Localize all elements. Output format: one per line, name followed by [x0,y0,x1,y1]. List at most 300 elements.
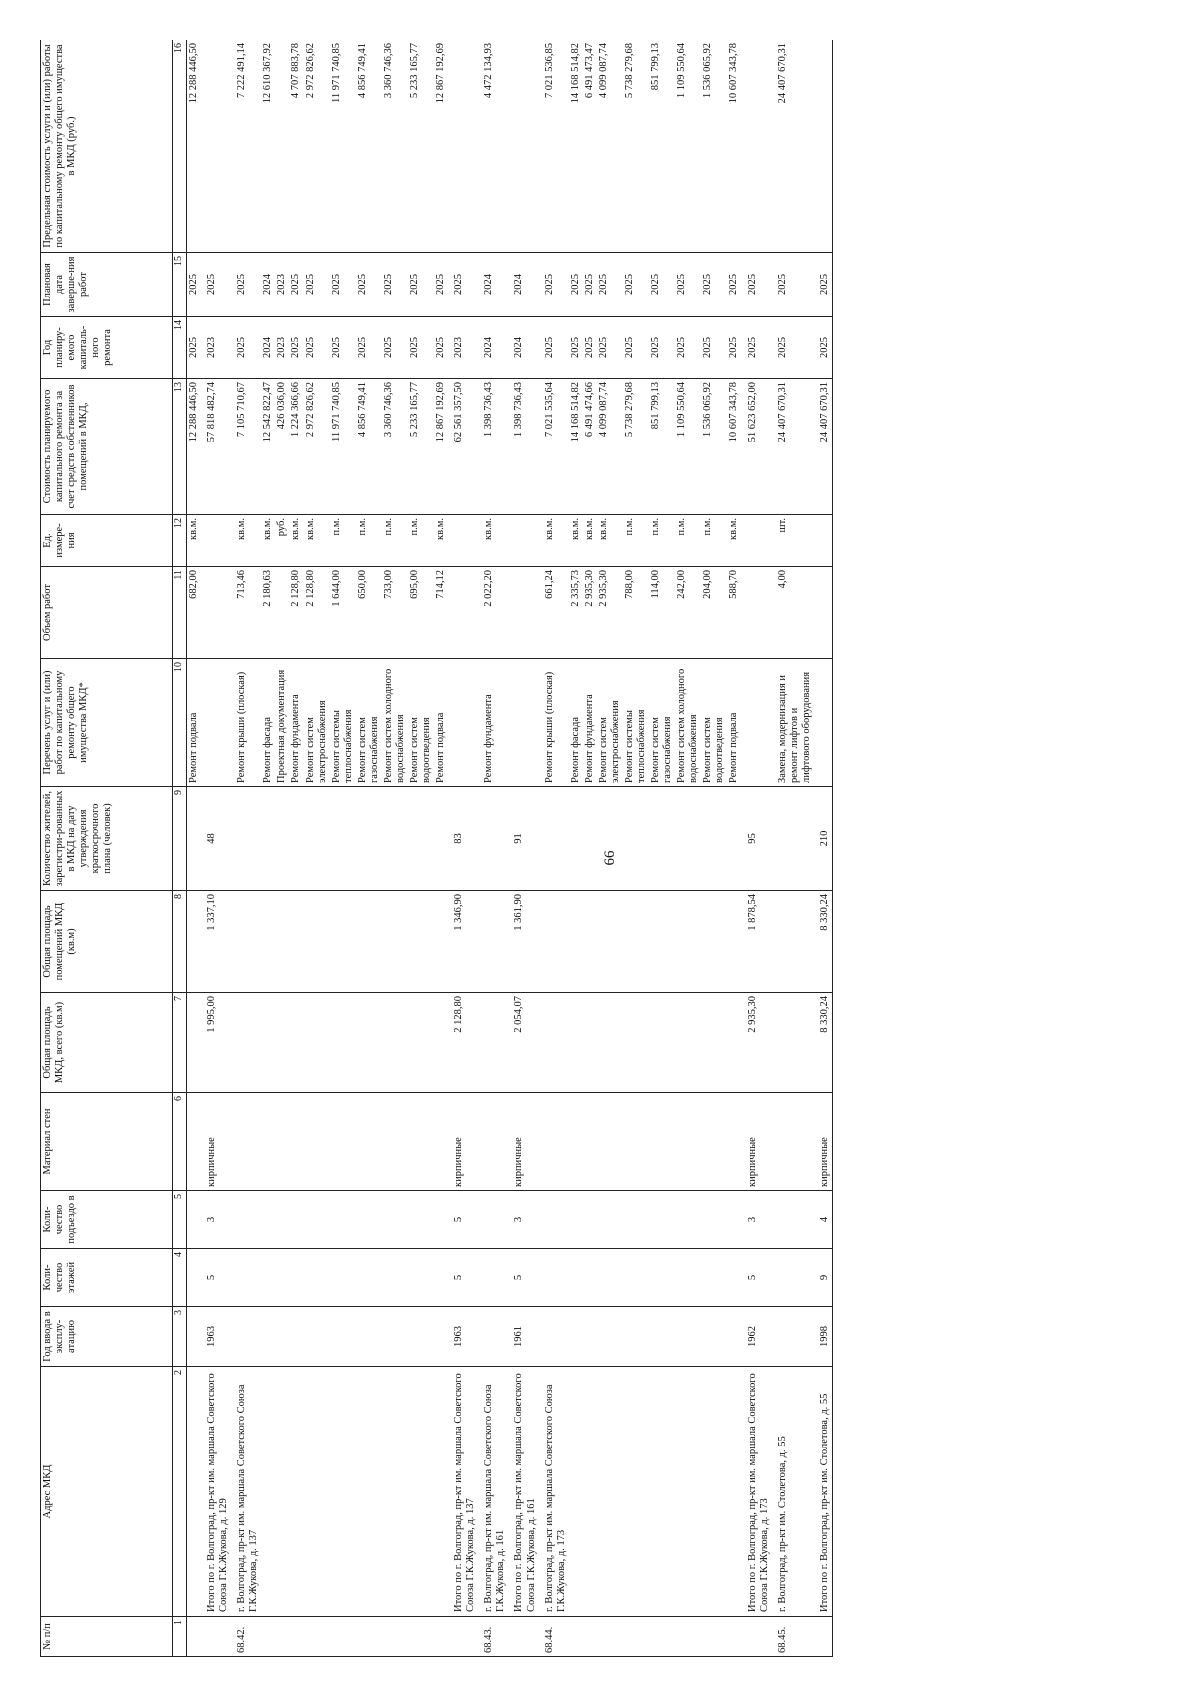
column-number-9: 9 [173,787,187,891]
table-cell [382,891,408,993]
table-cell: кв.м. [478,515,508,567]
table-cell: 24 407 670,31 [772,40,814,253]
table-cell [201,567,231,659]
table-cell [623,1617,649,1657]
table-cell [408,1093,434,1191]
table-cell: 48 [201,787,231,891]
table-cell [675,993,701,1093]
table-cell [275,787,289,891]
table-cell: 1 109 550,64 [675,40,701,253]
column-number-13: 13 [173,379,187,515]
table-cell: 3 [508,1191,538,1249]
table-cell: г. Волгоград, пр-кт им. маршала Советского Союза Г.К.Жукова, д. 161 [478,1367,508,1617]
table-cell: 2023 [201,317,231,379]
column-number-7: 7 [173,993,187,1093]
table-cell [701,787,727,891]
table-cell [675,787,701,891]
table-cell: Ремонт систем водоотведения [408,659,434,787]
table-cell: кв.м. [583,515,597,567]
table-cell [187,1093,202,1191]
table-cell: 733,00 [382,567,408,659]
column-header-10: Перечень услуг и (или) работ по капитальному ремонту общего имущества МКД* [41,659,173,787]
table-cell: 114,00 [649,567,675,659]
table-cell: 68.43. [478,1617,508,1657]
table-cell: 1 224 366,66 [289,379,303,515]
table-cell [814,40,833,253]
table-cell: 2025 [231,317,261,379]
table-cell: 4 099 087,74 [597,40,623,253]
table-cell: 2025 [330,253,356,317]
table-cell [275,993,289,1093]
table-cell [478,1307,508,1367]
table-cell [583,1249,597,1307]
table-cell [623,1093,649,1191]
table-cell: Ремонт систем холодного водоснабжения [382,659,408,787]
table-row [727,40,741,1657]
table-cell [289,1367,303,1617]
table-cell [434,993,448,1093]
table-cell: 2025 [701,253,727,317]
table-cell: 851 799,13 [649,379,675,515]
table-cell: 1963 [448,1307,478,1367]
column-number-4: 4 [173,1249,187,1307]
table-cell: 10 607 343,78 [727,379,741,515]
table-cell: 2025 [201,253,231,317]
table-cell [597,787,623,891]
table-cell [201,515,231,567]
table-cell: 1 346,90 [448,891,478,993]
table-cell [289,787,303,891]
table-cell: 2024 [478,317,508,379]
table-cell [275,1367,289,1617]
table-cell [408,1249,434,1307]
table-cell: 1 398 736,43 [478,379,508,515]
column-header-6: Материал стен [41,1093,173,1191]
table-cell [261,1093,275,1191]
table-cell: 68.44. [539,1617,569,1657]
table-cell: 2025 [330,317,356,379]
table-cell: 2025 [382,253,408,317]
table-cell: Замена, модернизация и ремонт лифтов и лифтового оборудования [772,659,814,787]
table-cell [356,1191,382,1249]
table-cell: 2025 [814,253,833,317]
table-cell: Ремонт систем электроснабжения [304,659,330,787]
table-cell [231,1249,261,1307]
table-cell: 4 856 749,41 [356,40,382,253]
table-cell: кирпичные [742,1093,772,1191]
table-cell [289,891,303,993]
table-cell [675,1307,701,1367]
table-cell: 4 099 087,74 [597,379,623,515]
table-cell: 12 542 822,47 [261,379,275,515]
table-cell [330,1191,356,1249]
table-cell: 2025 [187,253,202,317]
table-cell [597,1307,623,1367]
total-row [201,40,231,1657]
table-cell [569,1093,583,1191]
table-cell [434,1191,448,1249]
table-cell: 2025 [742,253,772,317]
column-number-1: 1 [173,1617,187,1657]
table-cell [408,891,434,993]
table-cell [814,659,833,787]
table-cell [187,993,202,1093]
table-cell [814,1617,833,1657]
table-cell: кв.м. [261,515,275,567]
table-cell [187,1617,202,1657]
table-cell: Итого по г. Волгоград, пр-кт им. Столетова, д. 55 [814,1367,833,1617]
table-cell [772,1093,814,1191]
table-cell: 2 180,63 [261,567,275,659]
table-cell [814,515,833,567]
table-cell [231,1307,261,1367]
table-cell: г. Волгоград, пр-кт им. маршала Советского Союза Г.К.Жукова, д. 173 [539,1367,569,1617]
table-cell: 11 971 740,85 [330,40,356,253]
table-cell: 9 [814,1249,833,1307]
total-row [742,40,772,1657]
table-cell [201,659,231,787]
table-cell [231,787,261,891]
table-cell: 95 [742,787,772,891]
column-number-16: 16 [173,40,187,253]
table-cell: 2023 [275,317,289,379]
table-cell: 7 222 491,14 [231,40,261,253]
table-cell: 11 971 740,85 [330,379,356,515]
table-cell: 1 878,54 [742,891,772,993]
table-cell: 1 536 065,92 [701,379,727,515]
table-cell [742,659,772,787]
table-cell [583,993,597,1093]
table-cell [356,1367,382,1617]
table-cell: кирпичные [814,1093,833,1191]
table-cell [478,1093,508,1191]
table-cell [772,787,814,891]
table-cell: 2025 [569,317,583,379]
table-cell [448,567,478,659]
table-cell [569,787,583,891]
table-cell: Ремонт системы теплоснабжения [623,659,649,787]
table-cell: 2025 [727,317,741,379]
table-cell [356,787,382,891]
table-cell [727,1249,741,1307]
column-header-7: Общая площадь МКД, всего (кв.м) [41,993,173,1093]
table-cell: кирпичные [448,1093,478,1191]
table-cell: кв.м. [727,515,741,567]
table-cell [434,1617,448,1657]
table-cell: 12 288 446,50 [187,40,202,253]
table-cell [304,1307,330,1367]
table-cell: 2025 [583,253,597,317]
total-row [448,40,478,1657]
table-cell [304,891,330,993]
table-cell [187,1307,202,1367]
table-cell: г. Волгоград, пр-кт им. Столетова, д. 55 [772,1367,814,1617]
table-cell [727,1191,741,1249]
table-cell [330,787,356,891]
table-cell [201,40,231,253]
table-cell: 1 995,00 [201,993,231,1093]
table-cell [623,1191,649,1249]
table-cell [275,40,289,253]
table-cell [772,1249,814,1307]
table-cell: п.м. [382,515,408,567]
table-cell: п.м. [649,515,675,567]
table-cell [261,1249,275,1307]
table-cell [649,787,675,891]
table-row [382,40,408,1657]
table-cell [231,1093,261,1191]
table-cell: 6 491 473,47 [583,40,597,253]
table-cell [569,1307,583,1367]
table-cell: 8 330,24 [814,993,833,1093]
table-cell [772,993,814,1093]
column-number-15: 15 [173,253,187,317]
table-cell [304,993,330,1093]
table-cell [675,891,701,993]
table-cell: Ремонт фасада [569,659,583,787]
table-cell [742,515,772,567]
table-cell: г. Волгоград, пр-кт им. маршала Советского Союза Г.К.Жукова, д. 137 [231,1367,261,1617]
table-cell: 1962 [742,1307,772,1367]
table-cell: 5 233 165,77 [408,40,434,253]
table-cell [583,1191,597,1249]
table-cell [539,787,569,891]
table-cell: кв.м. [569,515,583,567]
column-header-13: Стоимость планируемого капитального ремонта за счет средств собственников помещений в МКД, [41,379,173,515]
table-cell [261,1307,275,1367]
table-cell [408,787,434,891]
table-cell: 2024 [508,317,538,379]
table-header-row [41,40,173,1657]
table-cell: 714,12 [434,567,448,659]
table-cell: 3 360 746,36 [382,40,408,253]
column-number-8: 8 [173,891,187,993]
table-row [701,40,727,1657]
table-cell [508,567,538,659]
table-cell [478,1191,508,1249]
table-cell [382,1249,408,1307]
table-cell: 695,00 [408,567,434,659]
column-number-3: 3 [173,1307,187,1367]
table-cell [231,1191,261,1249]
table-cell: 713,46 [231,567,261,659]
table-cell [382,1093,408,1191]
column-header-5: Коли-чество подъездо в [41,1191,173,1249]
table-row [304,40,330,1657]
table-cell: 7 021 535,64 [539,379,569,515]
table-cell: 1961 [508,1307,538,1367]
table-cell: 2025 [304,253,330,317]
table-cell [569,1367,583,1617]
table-cell: 682,00 [187,567,202,659]
table-cell [330,993,356,1093]
table-cell [583,787,597,891]
table-cell: 2023 [275,253,289,317]
table-cell [623,1367,649,1617]
table-cell: 204,00 [701,567,727,659]
table-cell [382,1307,408,1367]
table-cell: Ремонт фундамента [289,659,303,787]
table-cell [434,787,448,891]
table-cell: кв.м. [231,515,261,567]
table-cell: 210 [814,787,833,891]
table-cell [583,1093,597,1191]
table-cell: 851 799,13 [649,40,675,253]
table-cell [583,1617,597,1657]
column-header-14: Год планиру-емого капиталь-ного ремонта [41,317,173,379]
table-cell: 2 128,80 [448,993,478,1093]
table-cell [408,1307,434,1367]
table-cell: Итого по г. Волгоград, пр-кт им. маршала Советского Союза Г.К.Жукова, д. 137 [448,1367,478,1617]
table-cell: 5 [508,1249,538,1307]
table-row [261,40,275,1657]
table-cell: Итого по г. Волгоград, пр-кт им. маршала Советского Союза Г.К.Жукова, д. 173 [742,1367,772,1617]
table-row [539,40,569,1657]
table-row [408,40,434,1657]
table-cell: 2025 [727,253,741,317]
table-cell: 2025 [231,253,261,317]
table-cell: 2025 [814,317,833,379]
table-cell: кирпичные [201,1093,231,1191]
table-cell: 24 407 670,31 [814,379,833,515]
table-cell [649,1093,675,1191]
table-row [356,40,382,1657]
table-cell [356,1093,382,1191]
table-cell: 2024 [261,253,275,317]
table-cell [597,1367,623,1617]
table-cell [304,1093,330,1191]
table-cell [304,1367,330,1617]
table-cell: Проектная документация [275,659,289,787]
table-cell: 2025 [382,317,408,379]
table-cell: 4,00 [772,567,814,659]
table-cell: 1963 [201,1307,231,1367]
table-cell [478,787,508,891]
table-cell: п.м. [675,515,701,567]
table-cell: Ремонт систем электроснабжения [597,659,623,787]
column-header-4: Коли-чество этажей [41,1249,173,1307]
table-cell: 2025 [772,253,814,317]
table-cell [539,993,569,1093]
table-cell [304,1249,330,1307]
table-cell: 2025 [649,317,675,379]
table-cell: Ремонт крыши (плоская) [539,659,569,787]
table-cell [382,1191,408,1249]
table-row [289,40,303,1657]
table-cell [539,1191,569,1249]
table-cell: 588,70 [727,567,741,659]
table-cell [539,1307,569,1367]
column-number-12: 12 [173,515,187,567]
table-cell [478,1249,508,1307]
table-cell: кв.м. [434,515,448,567]
table-cell [304,1617,330,1657]
document-rotated [40,40,1160,1657]
table-cell [330,1617,356,1657]
table-cell [330,1249,356,1307]
table-cell [649,891,675,993]
table-cell: 5 [201,1249,231,1307]
table-cell: 2025 [597,317,623,379]
table-row [330,40,356,1657]
table-cell [187,1249,202,1307]
table-cell [382,993,408,1093]
table-cell [275,1191,289,1249]
table-cell [508,40,538,253]
table-cell [623,1249,649,1307]
table-cell: 1 361,90 [508,891,538,993]
table-cell [201,1617,231,1657]
table-row [597,40,623,1657]
table-cell: 51 623 652,00 [742,379,772,515]
table-cell: кв.м. [289,515,303,567]
table-cell [675,1249,701,1307]
table-row [231,40,261,1657]
table-cell: 4 [814,1191,833,1249]
table-cell [597,891,623,993]
table-cell [187,1191,202,1249]
table-cell: 1 644,00 [330,567,356,659]
table-cell [289,1093,303,1191]
table-cell [408,993,434,1093]
column-header-16: Предельная стоимость услуги и (или) работы по капитальному ремонту общего имущества в МКД (руб.) [41,40,173,253]
column-number-2: 2 [173,1367,187,1617]
table-cell [478,993,508,1093]
table-cell [434,1093,448,1191]
table-cell [356,993,382,1093]
table-cell [261,787,275,891]
table-cell [569,1191,583,1249]
table-cell [434,1249,448,1307]
table-cell: 1998 [814,1307,833,1367]
table-cell [382,1617,408,1657]
table-cell [742,1617,772,1657]
table-cell [597,1093,623,1191]
table-cell: 2 972 826,62 [304,379,330,515]
table-cell: 5 [448,1191,478,1249]
table-cell: 2025 [187,317,202,379]
table-cell: п.м. [356,515,382,567]
table-cell [261,1617,275,1657]
table-cell [772,1191,814,1249]
table-cell [289,1307,303,1367]
table-cell [649,1307,675,1367]
table-cell: Итого по г. Волгоград, пр-кт им. маршала Советского Союза Г.К.Жукова, д. 161 [508,1367,538,1617]
table-cell: п.м. [330,515,356,567]
table-cell: 3 [201,1191,231,1249]
table-cell [727,891,741,993]
table-cell [742,567,772,659]
table-cell [508,1617,538,1657]
table-cell [727,1617,741,1657]
table-cell [448,515,478,567]
table-cell [623,891,649,993]
table-row [623,40,649,1657]
table-cell [649,993,675,1093]
table-cell [569,993,583,1093]
table-cell: 2025 [539,317,569,379]
table-cell [742,40,772,253]
table-cell [508,659,538,787]
table-cell [649,1367,675,1617]
table-cell [434,1367,448,1617]
table-cell: 3 [742,1191,772,1249]
table-cell [727,993,741,1093]
table-cell [583,891,597,993]
table-cell [356,1617,382,1657]
table-cell [448,40,478,253]
rotated-page [40,40,1160,1657]
